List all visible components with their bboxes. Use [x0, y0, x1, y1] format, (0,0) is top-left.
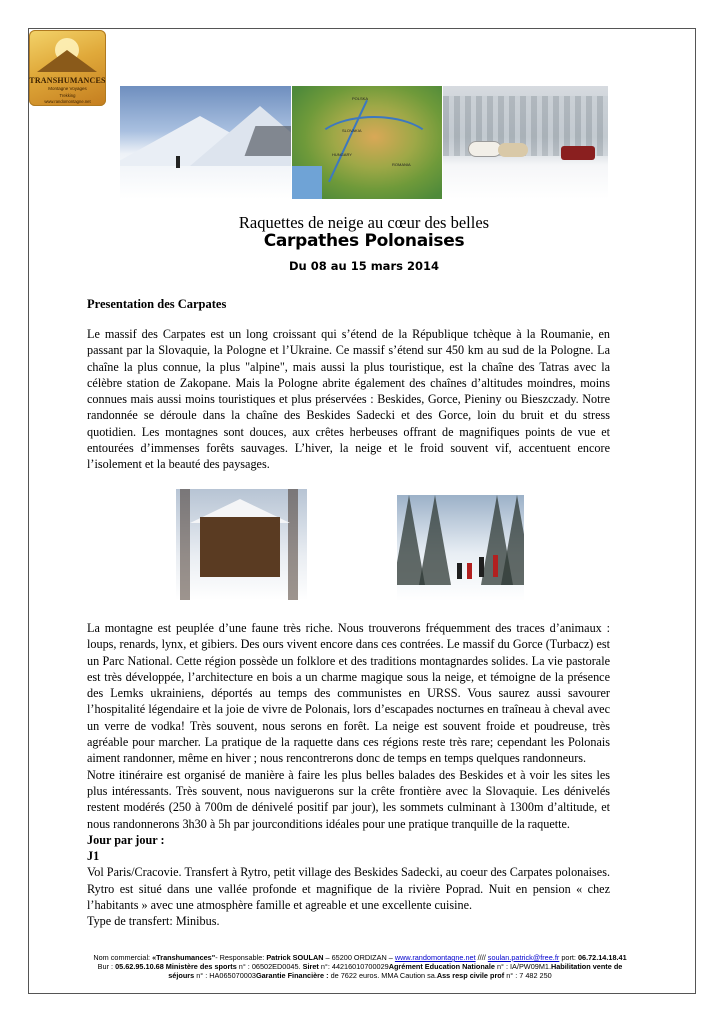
- footer-line-3: séjours n° : HA065070003Garantie Financière : de 7622 euros. MMA Caution sa.Ass resp civile prof n° : 7 482 250: [168, 971, 552, 980]
- photo-snowy-mountain-hiker: [120, 86, 291, 199]
- logo-website: www.randomontagne.net: [44, 99, 91, 104]
- photo-wooden-chalet: [176, 489, 307, 600]
- footer: [40, 953, 680, 980]
- map-label: HUNGARY: [332, 152, 352, 157]
- paragraph-presentation: Le massif des Carpates est un long croissant qui s’étend de la République tchèque à la Roumanie, en passant par la Slovaquie, la Pologne et l’Ukraine. Ce massif s’étend sur 450 km au sud de la Pologne. La chaîne la plus connue, la plus "alpine", mais aussi la plus touristique, est la chaîne des Tatras avec la célèbre station de Zakopane. Mais la Pologne abrite également des chaînes d’altitudes moindres, moins connues mais aussi moins touristiques et plus préservées : Beskides, Gorce, Pieniny ou Bieszczady. Notre randonnée se déroule dans la chaîne des Beskides Sadecki et des Gorce, loin du bruit et du stress quotidien. Les montagnes sont douces, aux crêtes herbeuses offrant de magnifiques points de vue et entourées d’immenses forêts sauvages. L’hiver, la neige et le froid souvent vif, accentuent encore l’isolement et la beauté des paysages.: [87, 327, 610, 472]
- paragraph-fauna: La montagne est peuplée d’une faune très riche. Nous trouverons fréquemment des traces d’animaux : loups, renards, lynx, et gibiers. Des ours vivent encore dans ces contrées. Le massif du Gorce (Turbacz) est un Parc National. Cette région possède un folklore et des traditions montagnardes solides. La vie pastorale est très développée, l’architecture en bois a un charme magique sous la neige, et témoigne de la présence des Lemks ukrainiens, déportés au temps des communistes en URSS. Vous saurez aussi savourer l’hospitalité légendaire et la joie de vivre de Polonais, lors d’escapades nocturnes en traîneau à cheval avec un verre de vodka! Très souvent, nous serons en forêt. La neige est souvent froide et poudreuse, très agréable pour marcher. La pratique de la raquette dans ces régions reste très rare; cependant les Polonais aiment randonner, même en hiver ; nous rencontrerons donc de temps en temps quelques randonneurs.: [87, 621, 610, 766]
- map-label: POLSKA: [352, 96, 369, 101]
- photo-snowshoe-group: [397, 495, 524, 601]
- logo-mountain-icon: [37, 50, 97, 72]
- title-line-2: Carpathes Polonaises: [263, 231, 465, 251]
- title-line-1: Raquettes de neige au cœur des belles: [238, 213, 490, 232]
- photo-carpathians-map: [292, 86, 442, 199]
- transfer-type: Type de transfert: Minibus.: [87, 914, 220, 929]
- title-dates: Du 08 au 15 mars 2014: [289, 259, 439, 273]
- text-body: [87, 620, 610, 930]
- website-link[interactable]: www.randomontagne.net: [394, 953, 476, 962]
- logo-name: TRANSHUMANCES: [29, 76, 106, 85]
- day-1-label: J1: [87, 849, 100, 864]
- day-by-day-heading: Jour par jour :: [87, 832, 165, 847]
- map-label: SLOVAKIA: [342, 128, 362, 133]
- map-label: ROMANIA: [392, 162, 411, 167]
- footer-line-1: Nom commercial: «Transhumances"- Responsable: Patrick SOULAN – 65200 ORDIZAN – www.randomontagne.net //// soulan.patrick@free.fr port: 06.72.14.18.41: [93, 953, 627, 962]
- logo-tagline: Montagne Voyages: [48, 86, 87, 91]
- day-1-text: Vol Paris/Cracovie. Transfert à Rytro, petit village des Beskides Sadecki, au coeur des Carpates polonaises. Rytro est situé dans une vallée profonde et magnifique de la rivière Poprad. Nuit en pension « chez l’habitants » avec une atmosphère famille et agreable et une excellente cuisine.: [87, 865, 610, 913]
- section-heading: Presentation des Carpates: [87, 297, 227, 311]
- email-link[interactable]: soulan.patrick@free.fr: [487, 953, 560, 962]
- photo-horse-sleigh: [443, 86, 608, 199]
- paragraph-itinerary: Notre itinéraire est organisé de manière à faire les plus belles balades des Beskides et à voir les sites les plus intéressants. Très souvent, nous naviguerons sur la crête frontière avec la Slovaquie. Les dénivelés restent modérés (250 à 700m de dénivelé positif par jour), les sommets culminant à 1300m d’altitude, et nous randonnerons 3h30 à 5h par jourconditions idéales pour une pratique tranquille de la raquette.: [87, 767, 610, 831]
- footer-line-2: Bur : 05.62.95.10.68 Ministère des sports n° : 06502ED0045. Siret n°: 44216010700029Agrément Education Nationale n° : IA/PW09M1.Habilitation vente de: [97, 962, 623, 971]
- logo-tagline-2: Trekking: [59, 93, 76, 98]
- company-logo: [29, 30, 106, 106]
